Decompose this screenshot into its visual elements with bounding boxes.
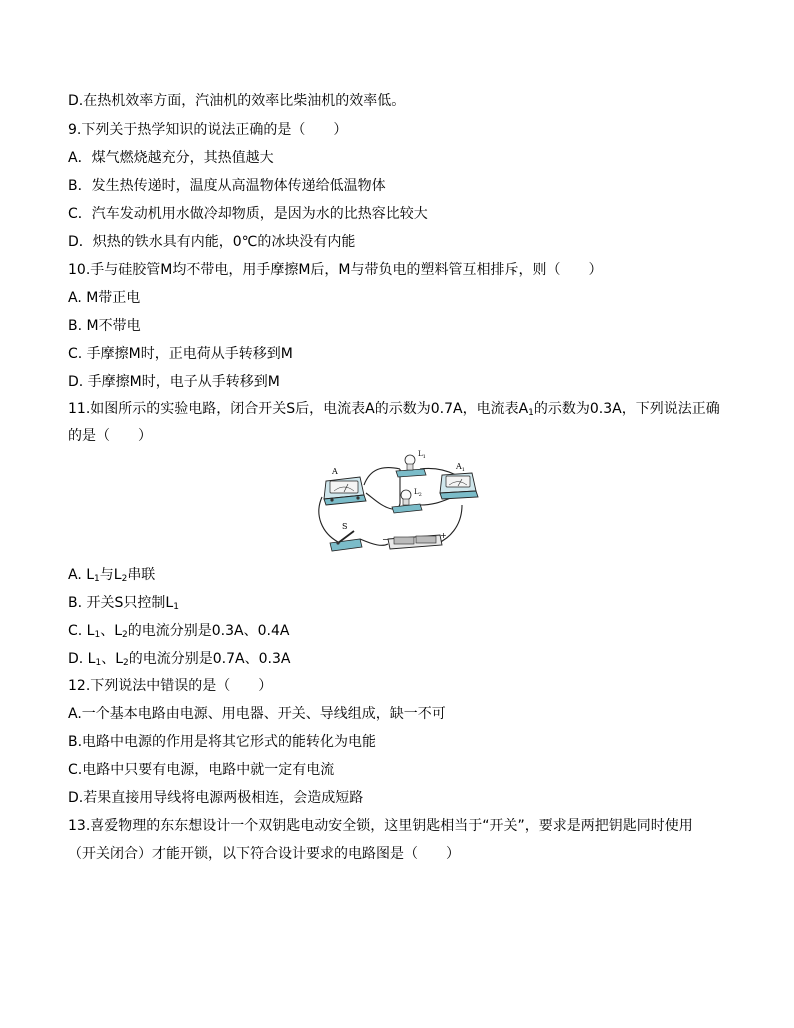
q12-option-d: D.若果直接用导线将电源两极相连，会造成短路 xyxy=(68,790,364,806)
q12-option-a: A.一个基本电路由电源、用电器、开关、导线组成，缺一不可 xyxy=(68,706,446,722)
battery-negative-label: − xyxy=(382,535,389,544)
q10-option-c: C. 手摩擦M时，正电荷从手转移到M xyxy=(68,346,293,362)
q9-option-d: D．炽热的铁水具有内能，0℃的冰块没有内能 xyxy=(68,234,356,250)
q10-option-a: A. M带正电 xyxy=(68,290,141,306)
q9-option-a: A．煤气燃烧越充分，其热值越大 xyxy=(68,150,274,166)
q11-option-b: B. 开关S只控制$L_1$ xyxy=(68,595,179,612)
ammeter-a-label: A xyxy=(332,467,338,476)
lamp-l1 xyxy=(396,450,426,477)
q9-stem: 9.下列关于热学知识的说法正确的是（ ） xyxy=(68,122,348,138)
wire-a-l2 xyxy=(366,493,392,509)
lamp-l2-label: $L_2$ xyxy=(414,488,422,498)
ammeter-a1-label: $A_1$ xyxy=(456,462,465,473)
q9-option-b: B．发生热传递时，温度从高温物体传递给低温物体 xyxy=(68,178,386,194)
lamp-l1-label: $L_1$ xyxy=(418,450,426,460)
q13-stem-line2: （开关闭合）才能开锁，以下符合设计要求的电路图是（ ） xyxy=(68,846,460,862)
q12-stem: 12.下列说法中错误的是（ ） xyxy=(68,678,273,694)
switch-label: S xyxy=(342,522,348,531)
ammeter-a xyxy=(324,467,366,505)
q13-stem-line1: 13.喜爱物理的东东想设计一个双钥匙电动安全锁，这里钥匙相当于“开关”，要求是两把钥匙同时使用 xyxy=(68,818,693,834)
wire-a-l1 xyxy=(364,468,400,485)
battery-positive-label: + xyxy=(440,531,447,540)
q8-option-d: D.在热机效率方面，汽油机的效率比柴油机的效率低。 xyxy=(68,93,406,109)
q12-option-b: B.电路中电源的作用是将其它形式的能转化为电能 xyxy=(68,734,377,750)
q12-option-c: C.电路中只要有电源，电路中就一定有电流 xyxy=(68,762,335,778)
q11-option-a: A. $L_1$与$L_2$串联 xyxy=(68,567,156,584)
q11-stem-line1: 11.如图所示的实验电路，闭合开关S后，电流表A的示数为0.7A，电流表$A_1$的示数为0.3A，下列说法正确 xyxy=(68,401,720,418)
battery-pack xyxy=(382,531,447,549)
q11-option-d: D. $L_1$、$L_2$的电流分别是0.7A、0.3A xyxy=(68,651,291,668)
q10-stem: 10.手与硅胶管M均不带电，用手摩擦M后，M与带负电的塑料管互相排斥，则（ ） xyxy=(68,262,603,278)
lamp-l2 xyxy=(392,488,422,513)
q9-option-c: C．汽车发动机用水做冷却物质，是因为水的比热容比较大 xyxy=(68,206,428,222)
q10-option-b: B. M不带电 xyxy=(68,318,141,334)
ammeter-a1 xyxy=(440,462,478,499)
switch-s xyxy=(330,522,362,551)
q11-stem-line2: 的是（ ） xyxy=(68,428,152,444)
q11-option-c: C. $L_1$、$L_2$的电流分别是0.3A、0.4A xyxy=(68,623,290,640)
circuit-diagram xyxy=(316,447,480,559)
q10-option-d: D. 手摩擦M时，电子从手转移到M xyxy=(68,374,280,390)
